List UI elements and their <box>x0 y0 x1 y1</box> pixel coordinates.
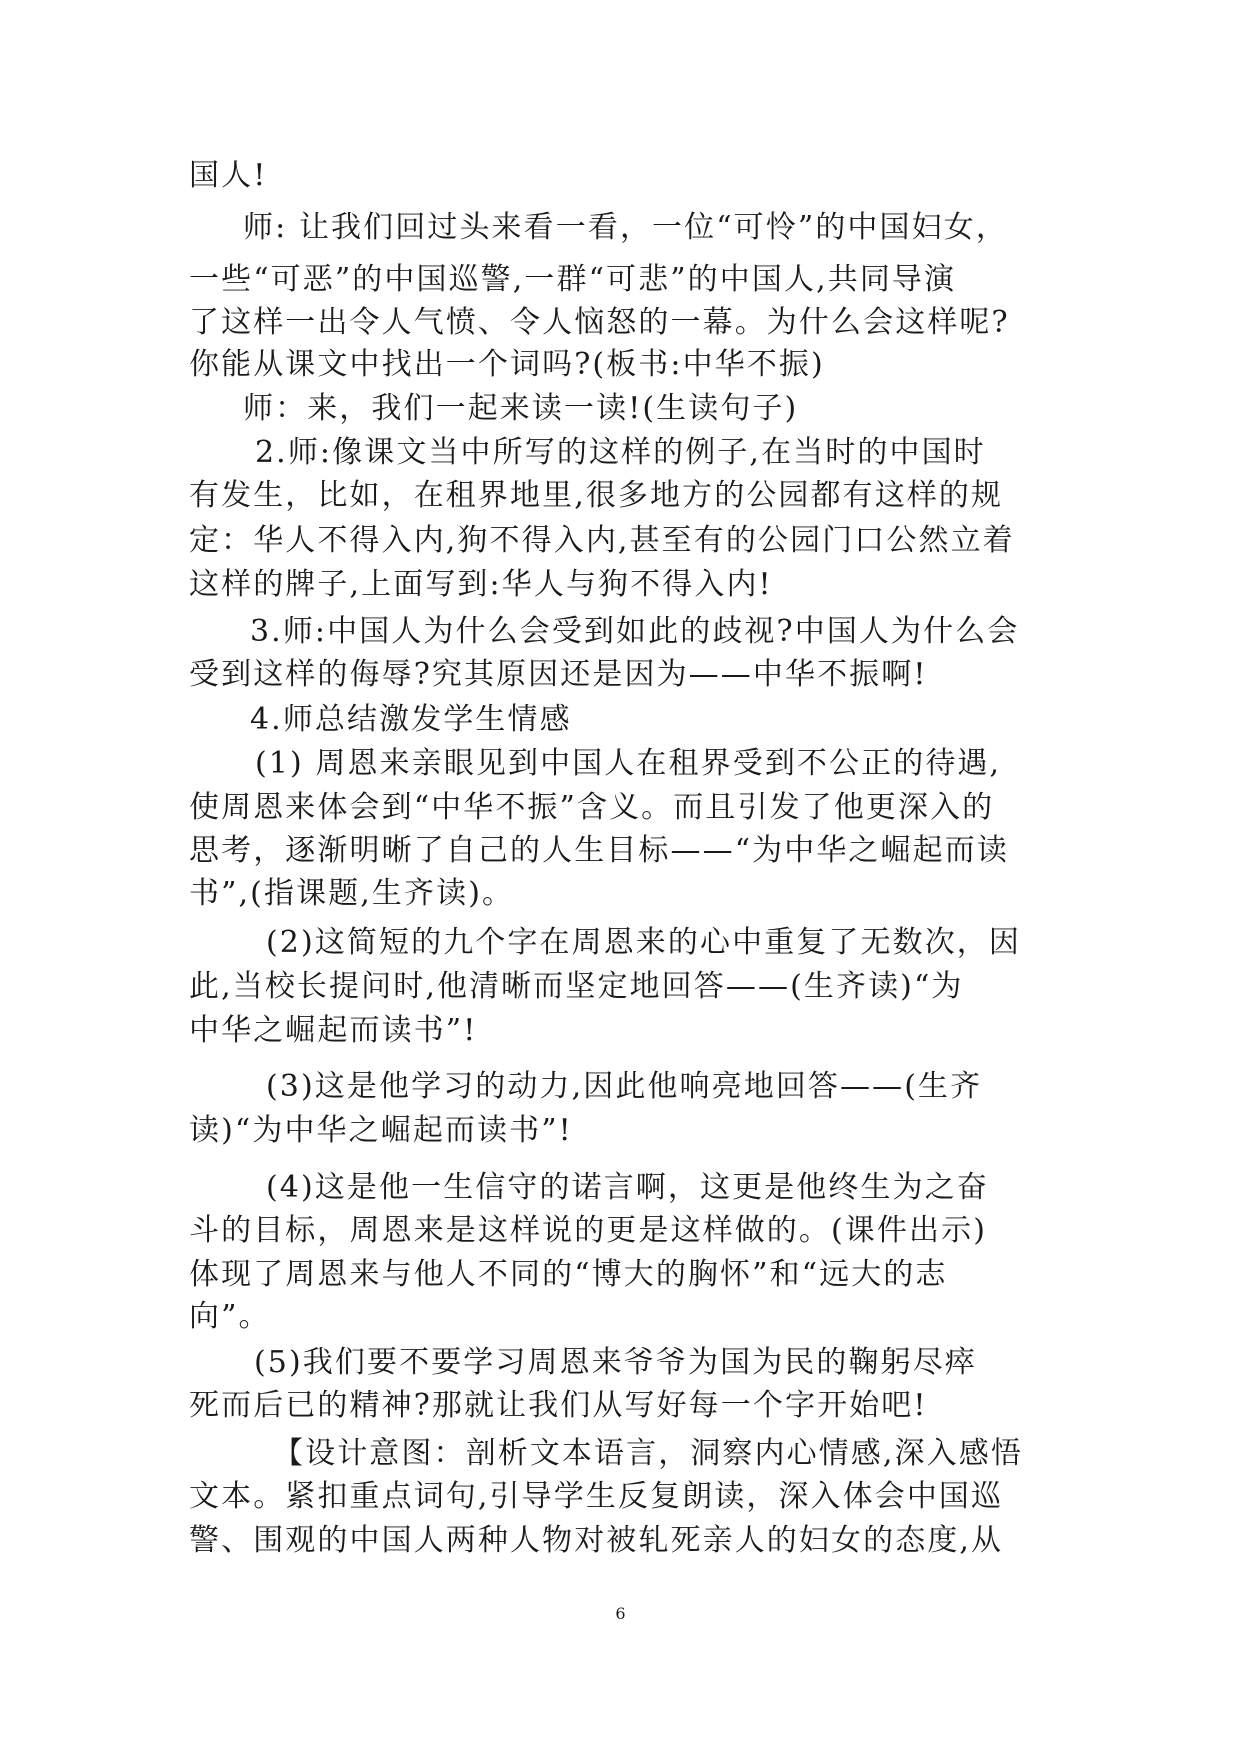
text-line: 此,当校长提问时,他清晰而坚定地回答——(生齐读)“为 <box>189 969 964 1004</box>
text-line: 师: 让我们回过头来看一看，一位“可怜”的中国妇女， <box>243 210 1008 245</box>
text-line: 向”。 <box>189 1299 271 1334</box>
text-line: 警、围观的中国人两种人物对被轧死亲人的妇女的态度,从 <box>189 1523 1004 1558</box>
text-line: 这样的牌子,上面写到:华人与狗不得入内! <box>189 567 773 602</box>
text-line: (5)我们要不要学习周恩来爷爷为国为民的鞠躬尽瘁 <box>254 1345 977 1380</box>
text-line: 斗的目标，周恩来是这样说的更是这样做的。(课件出示) <box>189 1213 988 1248</box>
text-line: 使周恩来体会到“中华不振”含义。而且引发了他更深入的 <box>189 790 995 825</box>
text-line: (1) 周恩来亲眼见到中国人在租界受到不公正的待遇, <box>255 746 1002 781</box>
text-line: 思考，逐渐明晰了自己的人生目标——“为中华之崛起而读 <box>189 833 1009 868</box>
text-line: 读)“为中华之崛起而读书”! <box>189 1113 573 1148</box>
text-line: 体现了周恩来与他人不同的“博大的胸怀”和“远大的志 <box>189 1257 948 1292</box>
text-line: (3)这是他学习的动力,因此他响亮地回答——(生齐 <box>266 1069 983 1104</box>
text-line: 受到这样的侮辱?究其原因还是因为——中华不振啊! <box>189 657 928 692</box>
page-number: 6 <box>615 1604 626 1623</box>
text-line: 国人! <box>189 158 268 193</box>
text-line: 3.师:中国人为什么会受到如此的歧视?中国人为什么会 <box>250 614 1020 649</box>
text-line: 有发生，比如，在租界地里,很多地方的公园都有这样的规 <box>189 478 1004 513</box>
text-line: 2.师:像课文当中所写的这样的例子,在当时的中国时 <box>255 435 986 470</box>
text-line: 师：来，我们一起来读一读!(生读句子) <box>243 391 799 426</box>
text-line: 你能从课文中找出一个词吗?(板书:中华不振) <box>189 347 825 382</box>
text-line: 中华之崛起而读书”! <box>189 1013 478 1048</box>
text-line: 一些“可恶”的中国巡警,一群“可悲”的中国人,共同导演 <box>189 262 957 297</box>
text-line: (2)这简短的九个字在周恩来的心中重复了无数次，因 <box>266 925 1021 960</box>
text-line: 书”,(指课题,生齐读)。 <box>189 876 515 911</box>
text-line: 定：华人不得入内,狗不得入内,甚至有的公园门口公然立着 <box>189 523 1015 558</box>
text-line: 死而后已的精神?那就让我们从写好每一个字开始吧! <box>189 1388 928 1423</box>
text-line: 4.师总结激发学生情感 <box>250 702 572 737</box>
text-line: (4)这是他一生信守的诺言啊，这更是他终生为之奋 <box>266 1170 989 1205</box>
text-line: 了这样一出令人气愤、令人恼怒的一幕。为什么会这样呢? <box>189 305 1010 340</box>
text-line: 文本。紧扣重点词句,引导学生反复朗读，深入体会中国巡 <box>189 1479 1004 1514</box>
text-line: 【设计意图：剖析文本语言，洞察内心情感,深入感悟 <box>273 1436 1023 1471</box>
